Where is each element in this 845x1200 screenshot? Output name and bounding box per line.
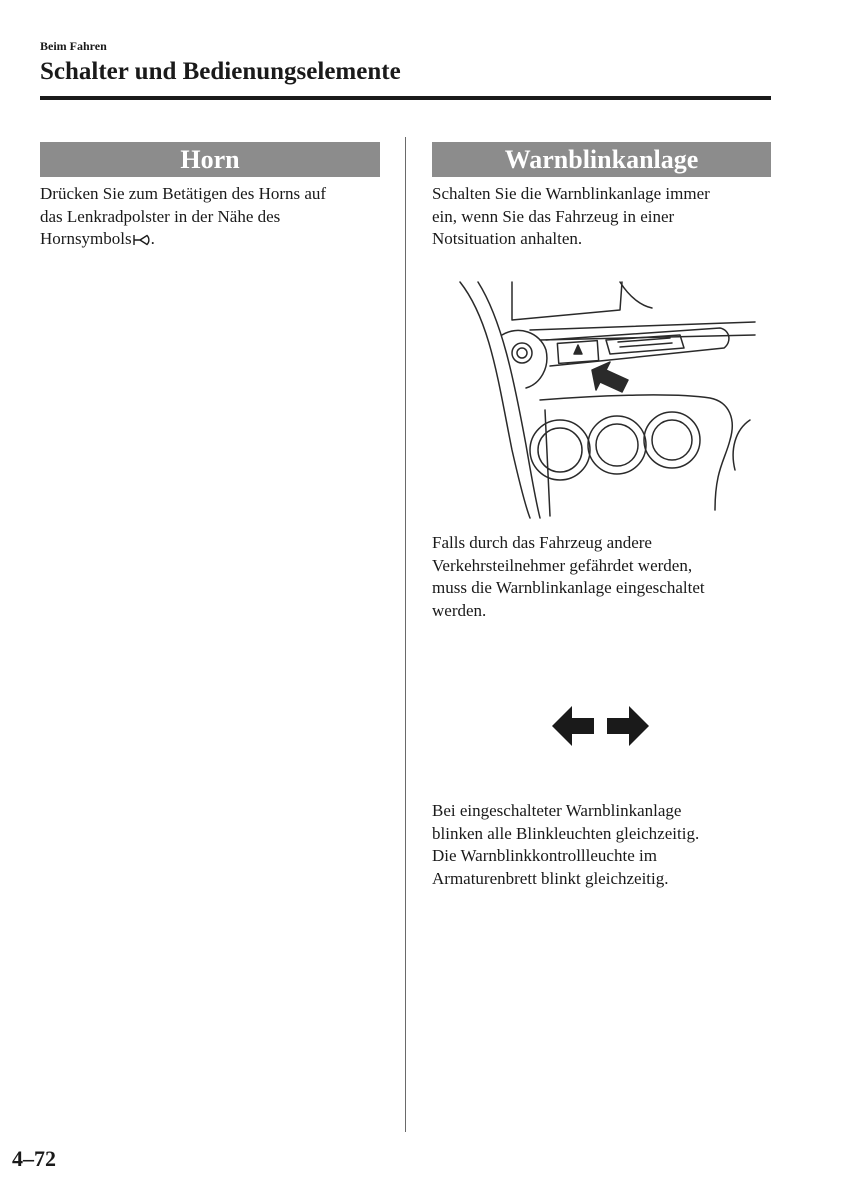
page-title: Schalter und Bedienungselemente [40, 58, 401, 85]
horn-paragraph [40, 183, 390, 253]
section-kicker: Beim Fahren [40, 39, 107, 53]
danger-line-4: werden. [432, 600, 487, 620]
intro-line-2: ein, wenn Sie das Fahrzeug in einer [432, 206, 675, 226]
intro-line-1: Schalten Sie die Warnblinkanlage immer [432, 184, 710, 203]
horn-line-1: Drücken Sie zum Betätigen des Horns auf [40, 184, 327, 203]
page-number: 4–72 [12, 1146, 56, 1171]
turn-left-arrow-icon [552, 706, 594, 746]
danger-line-2: Verkehrsteilnehmer gefährdet werden, [432, 555, 693, 575]
warnblinkanlage-blink-text [432, 800, 777, 890]
horn-icon [133, 230, 151, 253]
horn-line-2: das Lenkradpolster in der Nähe des [40, 206, 281, 226]
blink-line-2: blinken alle Blinkleuchten gleichzeitig. [432, 823, 700, 843]
title-rule [40, 96, 771, 100]
horn-line-3-end: . [150, 229, 155, 248]
hazard-switch-illustration [430, 280, 775, 525]
blink-line-4: Armaturenbrett blinkt gleichzeitig. [432, 868, 669, 888]
danger-line-3: muss die Warnblinkanlage eingeschaltet [432, 578, 705, 597]
blink-line-3: Die Warnblinkkontrollleuchte im [432, 846, 657, 865]
horn-heading: Horn [40, 142, 380, 177]
warnblinkanlage-danger [432, 532, 777, 622]
turn-signal-indicators [552, 704, 652, 753]
column-divider [405, 137, 406, 1132]
blink-line-1: Bei eingeschalteter Warnblinkanlage [432, 801, 682, 820]
warnblinkanlage-intro [432, 183, 777, 251]
intro-line-3: Notsituation anhalten. [432, 229, 583, 248]
turn-right-arrow-icon [607, 706, 649, 746]
danger-line-1: Falls durch das Fahrzeug andere [432, 533, 652, 552]
horn-line-3: Hornsymbols [40, 229, 132, 248]
warnblinkanlage-heading: Warnblinkanlage [432, 142, 771, 177]
